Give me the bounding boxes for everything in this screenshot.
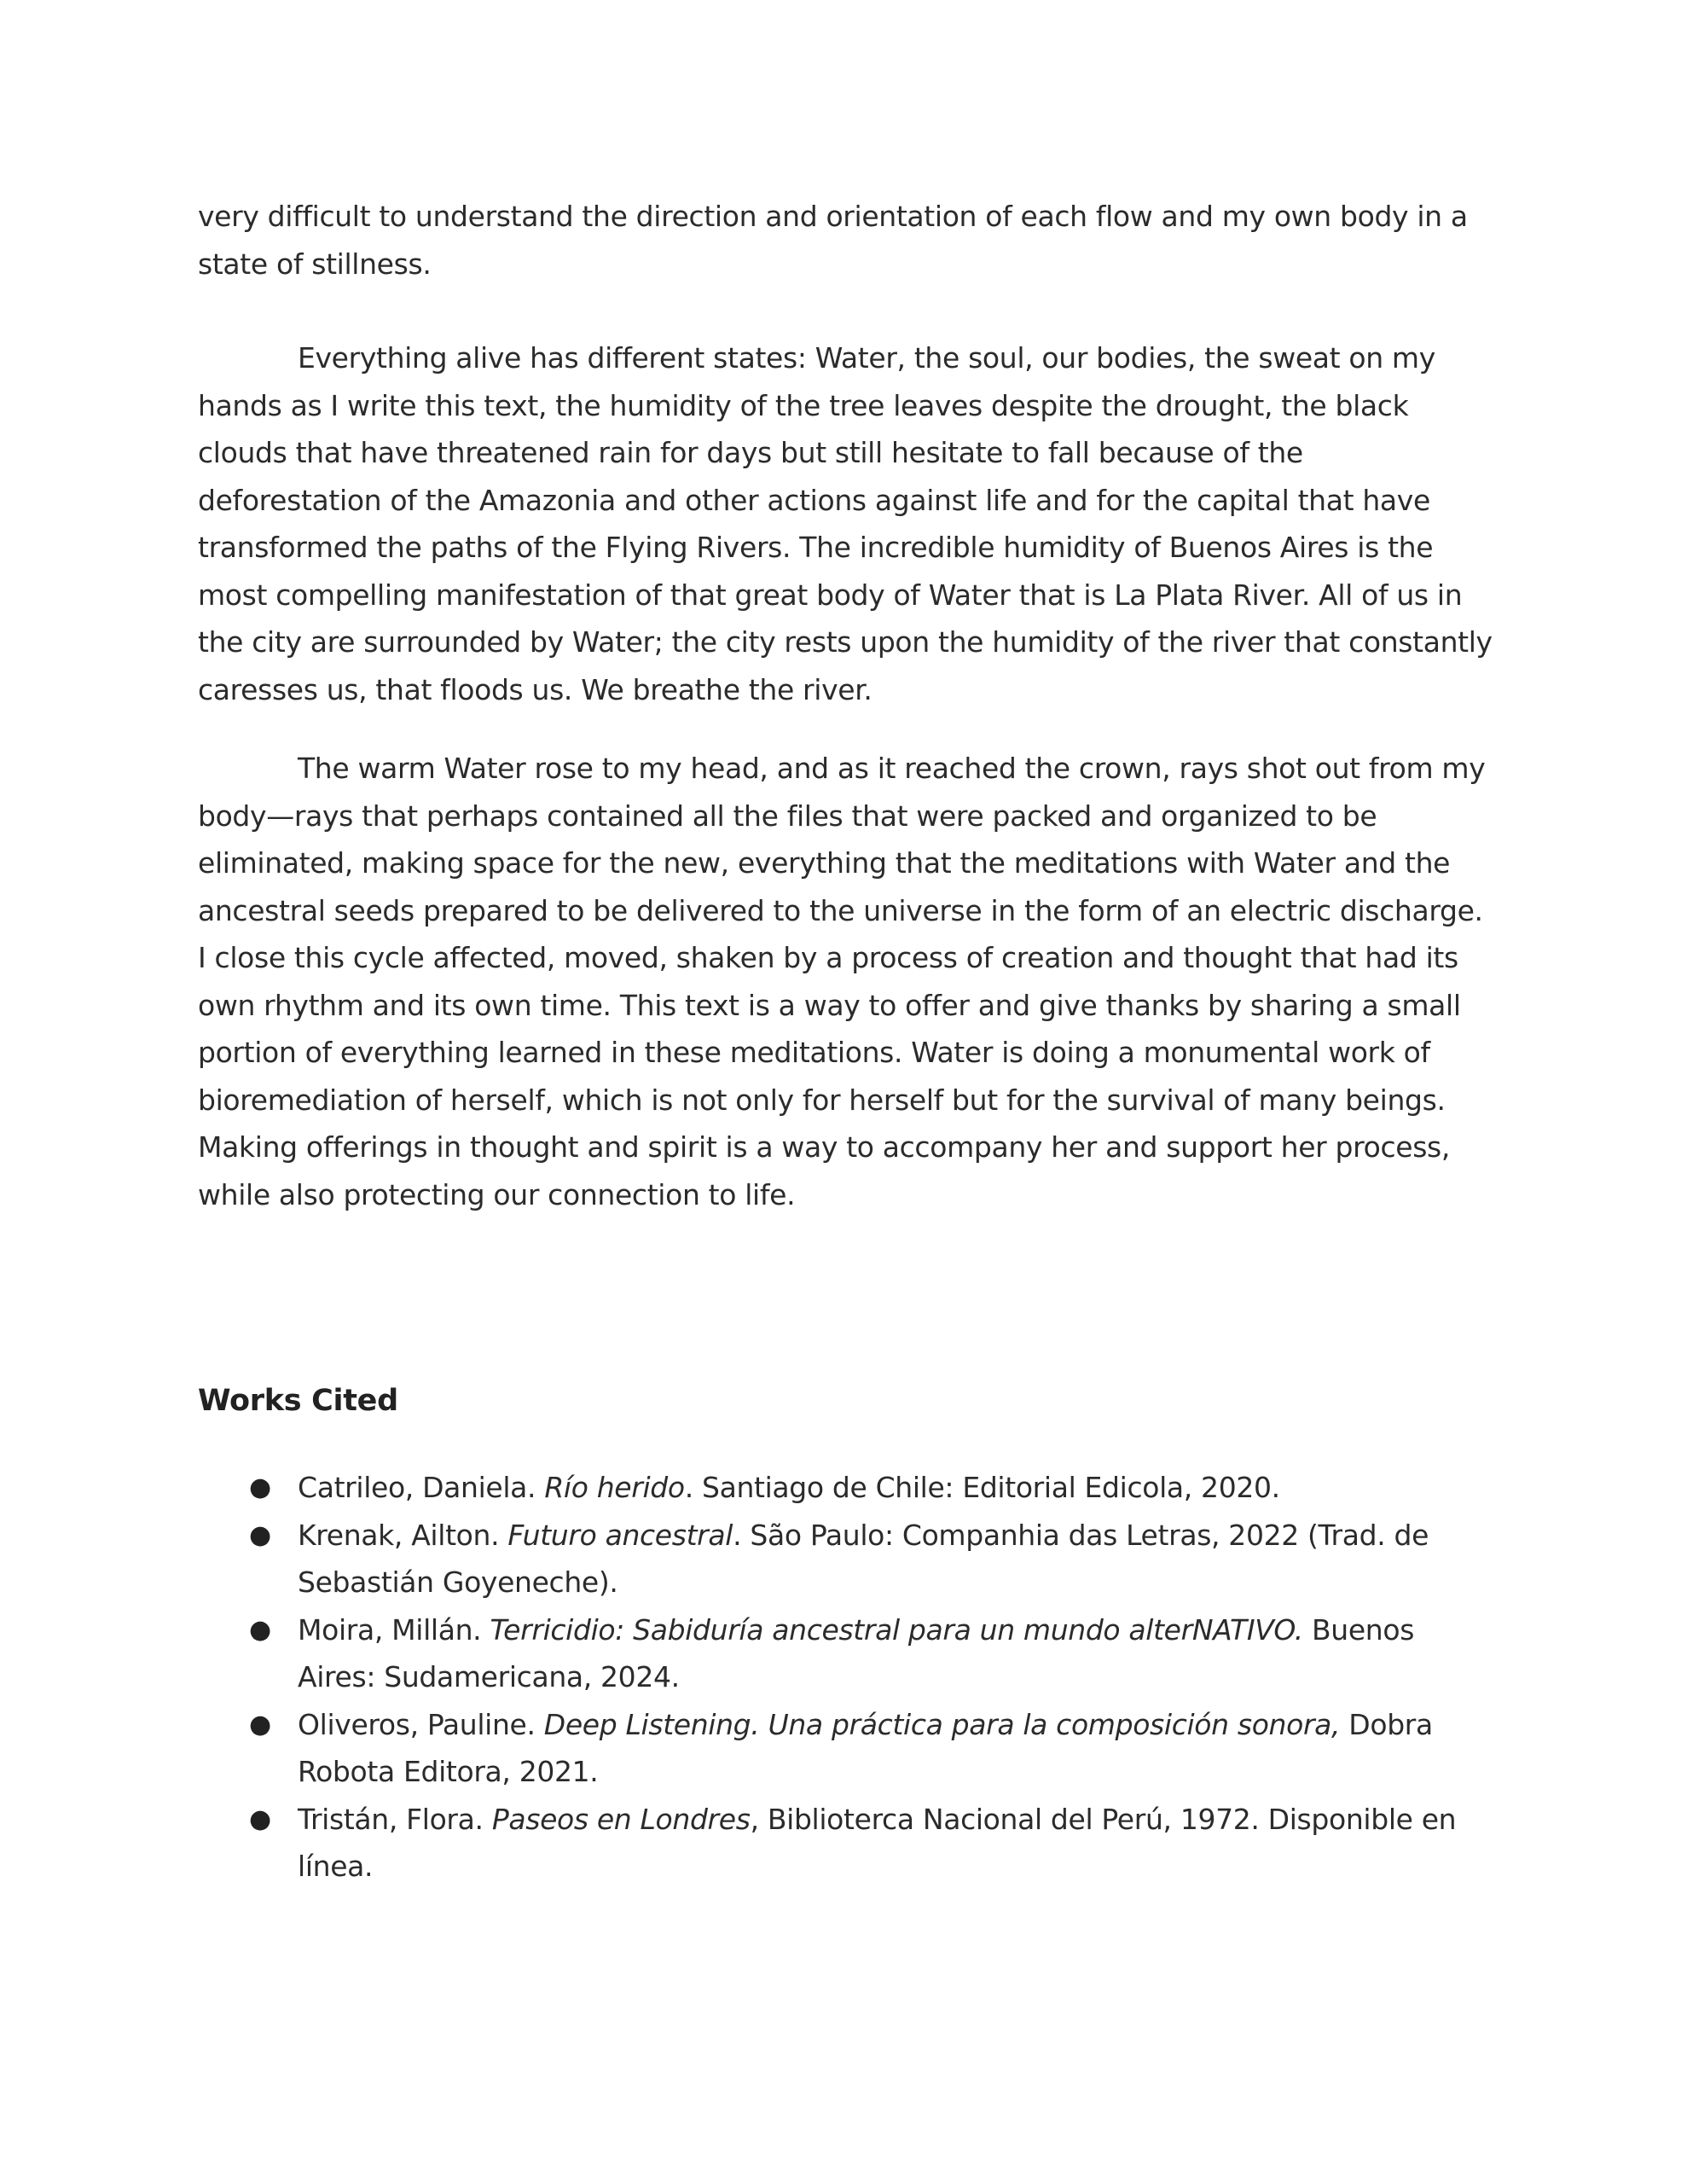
citation-title: Paseos en Londres <box>491 1802 751 1836</box>
paragraph-warm-water: The warm Water rose to my head, and as it reached the crown, rays shot out from my body—rays that perhaps contained all the files that were packed and organized to be eliminated, making space for the new, everything that the meditations with Water and the ancestral seeds prepared to be delivered to the universe in the form of an electric discharge. I close this cycle affected, moved, shaken by a process of creation and thought that had its own rhythm and its own time. This text is a way to offer and give thanks by sharing a small portion of everything learned in these meditations. Water is doing a monumental work of bioremediation of herself, which is not only for herself but for the survival of many beings. Making offerings in thought and spirit is a way to accompany her and support her process, while also protecting our connection to life. <box>198 752 1486 1211</box>
citation-details: . Santiago de Chile: Editorial Edicola, 2020. <box>684 1471 1280 1504</box>
bullet-icon: ● <box>249 1709 271 1740</box>
paragraph-continuation: very difficult to understand the direction and orientation of each flow and my own body in a state of stillness. <box>198 200 1468 281</box>
citation-item <box>198 1701 1494 1796</box>
bullet-icon: ● <box>249 1472 271 1502</box>
paragraph-states: Everything alive has different states: Water, the soul, our bodies, the sweat on my hands as I write this text, the humidity of the tree leaves despite the drought, the black clouds that have threatened rain for days but still hesitate to fall because of the deforestation of the Amazonia and other actions against life and for the capital that have transformed the paths of the Flying Rivers. The incredible humidity of Buenos Aires is the most compelling manifestation of that great body of Water that is La Plata River. All of us in the city are surrounded by Water; the city rests upon the humidity of the river that constantly caresses us, that floods us. We breathe the river. <box>198 341 1493 706</box>
bullet-icon: ● <box>249 1804 271 1834</box>
works-cited-heading: Works Cited <box>198 1384 398 1418</box>
citation-title: Futuro ancestral <box>507 1518 733 1552</box>
body-text <box>198 193 1494 1218</box>
works-cited-list <box>198 1464 1494 1891</box>
citation-title: Terricidio: Sabiduría ancestral para un mundo alterNATIVO. <box>490 1612 1303 1647</box>
citation-author: Catrileo, Daniela. <box>298 1471 545 1504</box>
citation-author: Oliveros, Pauline. <box>298 1707 544 1741</box>
citation-details: . São Paulo: Companhia das Letras, 2022 (Trad. de Sebastián Goyeneche). <box>298 1518 1429 1599</box>
citation-details: Buenos Aires: Sudamericana, 2024. <box>298 1612 1415 1693</box>
citation-author: Moira, Millán. <box>298 1612 490 1647</box>
citation-item <box>198 1796 1494 1891</box>
citation-item <box>198 1464 1494 1512</box>
citation-title: Río herido <box>544 1471 685 1504</box>
bullet-icon: ● <box>249 1614 271 1645</box>
citation-title: Deep Listening. Una práctica para la composición sonora, <box>543 1707 1341 1741</box>
citation-author: Tristán, Flora. <box>298 1802 492 1836</box>
citation-item <box>198 1512 1494 1606</box>
bullet-icon: ● <box>249 1519 271 1550</box>
citation-author: Krenak, Ailton. <box>298 1518 508 1552</box>
citation-details: , Biblioterca Nacional del Perú, 1972. Disponible en línea. <box>298 1802 1457 1883</box>
citation-details: Dobra Robota Editora, 2021. <box>298 1707 1433 1788</box>
citation-item <box>198 1606 1494 1701</box>
